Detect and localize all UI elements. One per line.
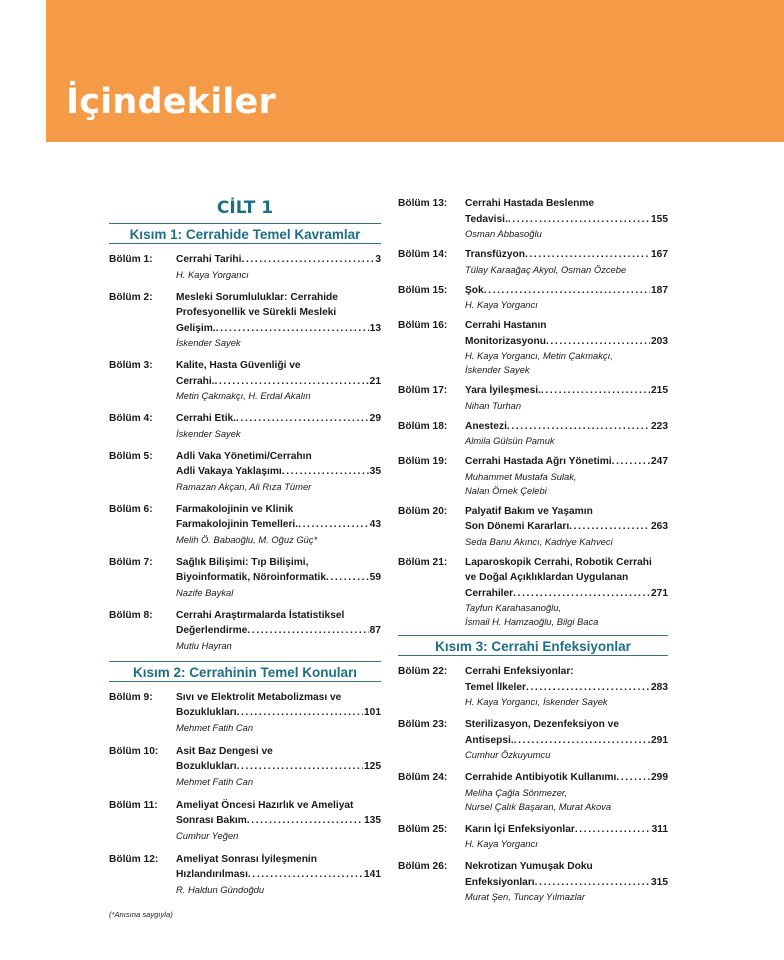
- chapter-authors: Mehmet Fatih Can: [176, 775, 254, 787]
- chapter-title-text: Yara İyileşmesi.: [465, 385, 541, 396]
- page-number: 247: [651, 456, 668, 467]
- page-number: 135: [364, 815, 381, 826]
- chapter-title-text: Karın İçi Enfeksiyonlar: [465, 823, 575, 835]
- page-number: 125: [364, 761, 381, 772]
- chapter-title-text: Hızlandırılması: [176, 869, 248, 880]
- chapter-label: Bölüm 20:: [398, 505, 448, 517]
- chapter-title-line: Sterilizasyon, Dezenfeksiyon ve: [465, 719, 620, 730]
- toc-entry: [398, 822, 668, 852]
- chapter-title-text: Gelişim.: [176, 322, 216, 334]
- chapter-authors: Nihan Turhan: [465, 399, 522, 411]
- toc-entry: [109, 744, 381, 789]
- chapter-label: Bölüm 2:: [109, 291, 153, 303]
- chapter-title-last-line: [465, 822, 668, 838]
- chapter-title-text: Bozuklukları: [176, 707, 237, 718]
- dot-leader: [237, 759, 363, 775]
- page-number: 291: [651, 734, 668, 746]
- chapter-title-text: Anestezi: [465, 420, 507, 432]
- dot-leader: [247, 813, 363, 829]
- chapter-authors: H. Kaya Yorgancı: [465, 838, 538, 849]
- toc-entry: [398, 454, 668, 498]
- chapter-title-line: Laparoskopik Cerrahi, Robotik Cerrahi: [465, 556, 652, 568]
- chapter-title-text: Cerrahi Tarihi: [176, 254, 242, 265]
- chapter-title-line: ve Doğal Açıklıklardan Uygulanan: [465, 572, 629, 583]
- toc-entry: [109, 290, 381, 351]
- page-number: 203: [651, 335, 668, 347]
- toc-entry: [398, 859, 668, 904]
- chapter-authors: İsmail H. Hamzaoğlu, Bilgi Baca: [465, 616, 599, 627]
- chapter-label: Bölüm 6:: [109, 503, 153, 515]
- page-number: 155: [651, 213, 668, 225]
- toc-entry: [398, 247, 668, 277]
- chapter-body: [465, 664, 668, 709]
- toc-entry: [109, 449, 381, 494]
- chapter-title-text: Cerrahi Etik.: [176, 413, 237, 424]
- dot-leader: [507, 419, 650, 435]
- chapter-title-line: Asit Baz Dengesi ve: [176, 745, 273, 757]
- chapter-title-line: Profesyonellik ve Sürekli Mesleki: [176, 307, 337, 318]
- chapter-title-last-line: [176, 321, 381, 337]
- chapter-body: [465, 822, 668, 852]
- chapter-title-text: Biyoinformatik, Nöroinformatik: [176, 572, 326, 583]
- chapter-title-last-line: [465, 283, 668, 299]
- chapter-title-line: Ameliyat Öncesi Hazırlık ve Ameliyat: [176, 799, 354, 811]
- chapter-body: [176, 608, 381, 653]
- chapter-label: Bölüm 10:: [109, 745, 159, 757]
- chapter-body: [176, 690, 381, 735]
- dot-leader: [526, 680, 650, 696]
- chapter-authors: Almila Gülsün Pamuk: [465, 435, 555, 446]
- page-number: 13: [369, 322, 381, 334]
- page-number: 271: [651, 587, 668, 599]
- chapter-body: [176, 852, 381, 897]
- chapter-label: Bölüm 22:: [398, 666, 448, 677]
- chapter-title-text: Değerlendirme: [176, 625, 248, 636]
- chapter-title-last-line: [176, 813, 381, 829]
- chapter-label: Bölüm 8:: [109, 609, 153, 621]
- chapter-title-text: Son Dönemi Kararları: [465, 521, 570, 532]
- chapter-body: [465, 318, 668, 377]
- chapter-title-text: Adli Vakaya Yaklaşımı: [176, 466, 282, 477]
- chapter-authors: Cumhur Özkuyumcu: [465, 749, 551, 760]
- chapter-label: Bölüm 21:: [398, 556, 448, 568]
- toc-entry: [109, 690, 381, 735]
- page-number: 59: [369, 572, 381, 583]
- dot-leader: [541, 383, 650, 399]
- page-number: 29: [369, 413, 381, 424]
- toc-entry: [109, 358, 381, 403]
- chapter-authors: Osman Abbasoğlu: [465, 228, 542, 239]
- chapter-authors: Cumhur Yeğen: [176, 829, 239, 841]
- dot-leader: [546, 334, 650, 350]
- dot-leader: [514, 733, 650, 749]
- chapter-title-last-line: [176, 464, 381, 480]
- chapter-title-text: Cerrahi Hastada Ağrı Yönetimi: [465, 456, 612, 467]
- chapter-label: Bölüm 5:: [109, 450, 153, 462]
- chapter-authors: Ramazan Akçan, Ali Rıza Tümer: [176, 480, 312, 492]
- chapter-authors: İskender Sayek: [176, 427, 241, 439]
- chapter-title-line: Cerrahi Araştırmalarda İstatistiksel: [176, 609, 345, 621]
- chapter-label: Bölüm 7:: [109, 556, 153, 568]
- chapter-label: Bölüm 24:: [398, 772, 448, 783]
- toc-entry: [398, 318, 668, 377]
- part-title: Kısım 2: Cerrahinin Temel Konuları: [109, 661, 381, 682]
- page-number: 223: [651, 420, 668, 432]
- chapter-title-text: Farmakolojinin Temelleri.: [176, 519, 299, 530]
- chapter-authors: Melih Ö. Babaoğlu, M. Oğuz Güç*: [176, 533, 318, 545]
- chapter-body: [465, 859, 668, 904]
- chapter-title-last-line: [465, 733, 668, 749]
- page-number: 3: [375, 254, 381, 265]
- dot-leader: [535, 875, 650, 891]
- chapter-label: Bölüm 16:: [398, 320, 448, 331]
- chapter-title-last-line: [176, 705, 381, 721]
- chapter-authors: Metin Çakmakçı, H. Erdal Akalın: [176, 390, 311, 401]
- dot-leader: [616, 770, 650, 786]
- chapter-body: [465, 717, 668, 762]
- chapter-title-last-line: [176, 374, 381, 390]
- chapter-label: Bölüm 14:: [398, 249, 448, 260]
- chapter-authors: Mehmet Fatih Can: [176, 721, 254, 733]
- chapter-body: [465, 555, 668, 630]
- dot-leader: [575, 822, 651, 838]
- chapter-authors: H. Kaya Yorgancı, İskender Sayek: [465, 696, 608, 707]
- toc-entry: [398, 383, 668, 413]
- chapter-title-last-line: [465, 212, 668, 228]
- dot-leader: [241, 252, 374, 268]
- chapter-title-text: Enfeksiyonları: [465, 876, 535, 888]
- chapter-authors: Tayfun Karahasanoğlu,: [465, 602, 562, 613]
- page-number: 263: [651, 521, 668, 532]
- chapter-title-last-line: [465, 334, 668, 350]
- dot-leader: [248, 867, 363, 883]
- toc-entry: [109, 798, 381, 843]
- chapter-label: Bölüm 25:: [398, 823, 448, 835]
- dot-leader: [484, 283, 650, 299]
- chapter-authors: Meliha Çağla Sönmezer,: [465, 786, 568, 798]
- chapter-title-last-line: [465, 519, 668, 535]
- toc-entry: [398, 283, 668, 313]
- chapter-title-last-line: [465, 383, 668, 399]
- dot-leader: [236, 411, 369, 427]
- dot-leader: [215, 374, 369, 390]
- chapter-label: Bölüm 9:: [109, 691, 153, 703]
- chapter-title-last-line: [465, 454, 668, 470]
- chapter-title-line: Nekrotizan Yumuşak Doku: [465, 861, 593, 872]
- chapter-authors: H. Kaya Yorgancı, Metin Çakmakçı,: [465, 350, 613, 361]
- toc-entry: [398, 717, 668, 762]
- toc-entry: [109, 555, 381, 600]
- page-number: 35: [369, 466, 381, 477]
- chapter-title-text: Transfüzyon: [465, 249, 526, 260]
- chapter-title-text: Cerrahiler: [465, 587, 514, 599]
- chapter-title-last-line: [465, 770, 668, 786]
- toc-entry: [109, 411, 381, 441]
- chapter-body: [465, 770, 668, 814]
- chapter-label: Bölüm 12:: [109, 853, 159, 865]
- chapter-title-last-line: [465, 875, 668, 891]
- chapter-title-text: Cerrahide Antibiyotik Kullanımı: [465, 772, 617, 783]
- part-title: Kısım 1: Cerrahide Temel Kavramlar: [109, 223, 381, 244]
- chapter-title-line: Mesleki Sorumluluklar: Cerrahide: [176, 291, 338, 303]
- chapter-body: [176, 411, 381, 441]
- dot-leader: [569, 519, 650, 535]
- chapter-title-line: Adli Vaka Yönetimi/Cerrahın: [176, 450, 312, 462]
- chapter-body: [465, 247, 668, 277]
- chapter-title-line: Sıvı ve Elektrolit Metabolizması ve: [176, 691, 342, 703]
- chapter-body: [465, 504, 668, 549]
- chapter-body: [176, 358, 381, 403]
- page-title: İçindekiler: [66, 82, 276, 122]
- toc-column-right: [398, 196, 668, 912]
- chapter-authors: Murat Şen, Tuncay Yılmazlar: [465, 891, 586, 902]
- dot-leader: [298, 517, 369, 533]
- chapter-authors: Nazife Baykal: [176, 586, 234, 598]
- chapter-label: Bölüm 1:: [109, 254, 153, 265]
- dot-leader: [525, 247, 650, 263]
- part-1-chapters: [109, 252, 381, 653]
- chapter-label: Bölüm 18:: [398, 420, 448, 432]
- page-number: 101: [364, 707, 381, 718]
- chapter-title-last-line: [176, 570, 381, 586]
- page-number: 215: [651, 385, 668, 396]
- page-number: 43: [369, 519, 381, 530]
- chapter-title-last-line: [465, 419, 668, 435]
- chapter-label: Bölüm 26:: [398, 861, 448, 872]
- chapter-label: Bölüm 15:: [398, 284, 448, 296]
- dot-leader: [513, 586, 650, 602]
- toc-entry: [109, 852, 381, 897]
- chapter-title-text: Cerrahi.: [176, 375, 215, 387]
- chapter-title-line: Palyatif Bakım ve Yaşamın: [465, 505, 593, 517]
- dot-leader: [216, 321, 369, 337]
- chapter-title-last-line: [176, 623, 381, 639]
- chapter-authors: H. Kaya Yorgancı: [176, 268, 249, 280]
- dot-leader: [247, 623, 368, 639]
- chapter-body: [465, 196, 668, 241]
- chapter-title-last-line: [465, 247, 668, 263]
- chapter-title-line: Farmakolojinin ve Klinik: [176, 503, 294, 515]
- chapter-title-line: Kalite, Hasta Güvenliği ve: [176, 360, 301, 371]
- toc-entry: [398, 419, 668, 449]
- toc-entry: [398, 555, 668, 630]
- chapter-title-last-line: [465, 680, 668, 696]
- chapter-title-last-line: [176, 411, 381, 427]
- toc-entry: [398, 504, 668, 549]
- chapter-label: Bölüm 13:: [398, 198, 448, 209]
- chapter-authors: İskender Sayek: [465, 364, 530, 375]
- chapter-label: Bölüm 3:: [109, 360, 153, 371]
- chapter-authors: Tülay Karaağaç Akyol, Osman Özcebe: [465, 263, 627, 275]
- chapter-title-line: Cerrahi Hastada Beslenme: [465, 198, 595, 209]
- toc-entry: [109, 252, 381, 282]
- chapter-title-last-line: [176, 252, 381, 268]
- toc-entry: [398, 196, 668, 241]
- chapter-body: [465, 419, 668, 449]
- chapter-body: [176, 555, 381, 600]
- part-title: Kısım 3: Cerrahi Enfeksiyonlar: [398, 635, 668, 656]
- chapter-authors: Nalan Örnek Çelebi: [465, 484, 547, 496]
- chapter-title-line: Cerrahi Enfeksiyonlar:: [465, 666, 574, 677]
- chapter-title-line: Cerrahi Hastanın: [465, 320, 547, 331]
- volume-title: CİLT 1: [216, 198, 274, 218]
- chapter-title-text: Antisepsi.: [465, 734, 514, 746]
- chapter-authors: R. Haldun Gündoğdu: [176, 883, 265, 895]
- chapter-title-text: Bozuklukları: [176, 761, 237, 772]
- toc-entry: [398, 664, 668, 709]
- page-number: 21: [369, 375, 381, 387]
- chapter-title-last-line: [176, 517, 381, 533]
- dot-leader: [508, 212, 650, 228]
- toc-entry: [109, 502, 381, 547]
- chapter-authors: Nursel Çalık Başaran, Murat Akova: [465, 800, 612, 812]
- part-2-chapters-cont: [398, 196, 668, 629]
- part-2-chapters: [109, 690, 381, 897]
- chapter-title-line: Ameliyat Sonrası İyileşmenin: [176, 853, 317, 865]
- chapter-label: Bölüm 4:: [109, 413, 153, 424]
- chapter-label: Bölüm 11:: [109, 799, 158, 811]
- chapter-authors: Mutlu Hayran: [176, 639, 232, 651]
- chapter-title-text: Şok: [465, 284, 484, 296]
- chapter-title-text: Sonrası Bakım: [176, 815, 247, 826]
- chapter-label: Bölüm 23:: [398, 719, 448, 730]
- part-3-chapters: [398, 664, 668, 904]
- chapter-authors: Seda Banu Akıncı, Kadriye Kahveci: [465, 535, 613, 547]
- toc-column-left: [109, 196, 381, 906]
- page-number: 87: [369, 625, 381, 636]
- chapter-label: Bölüm 17:: [398, 385, 448, 396]
- dot-leader: [282, 464, 369, 480]
- page-number: 187: [651, 284, 668, 296]
- chapter-body: [176, 744, 381, 789]
- chapter-body: [176, 290, 381, 351]
- page-number: 311: [651, 823, 668, 835]
- chapter-body: [465, 283, 668, 313]
- chapter-title-line: Sağlık Bilişimi: Tıp Bilişimi,: [176, 556, 309, 568]
- chapter-authors: H. Kaya Yorgancı: [465, 299, 538, 310]
- page-number: 315: [651, 876, 668, 888]
- footnote: (*Anısına saygıyla): [109, 910, 173, 919]
- chapter-body: [465, 454, 668, 498]
- page-number: 167: [651, 249, 668, 260]
- chapter-body: [176, 798, 381, 843]
- dot-leader: [612, 454, 650, 470]
- chapter-title-last-line: [465, 586, 668, 602]
- chapter-label: Bölüm 19:: [398, 456, 448, 467]
- page-number: 283: [651, 681, 668, 693]
- chapter-title-text: Monitorizasyonu: [465, 335, 546, 347]
- page-number: 299: [651, 772, 668, 783]
- chapter-title-last-line: [176, 759, 381, 775]
- chapter-authors: Muhammet Mustafa Sulak,: [465, 470, 577, 482]
- chapter-authors: İskender Sayek: [176, 337, 241, 348]
- chapter-title-text: Tedavisi.: [465, 213, 508, 225]
- chapter-body: [176, 502, 381, 547]
- toc-entry: [109, 608, 381, 653]
- page-number: 141: [364, 869, 381, 880]
- chapter-body: [176, 252, 381, 282]
- toc-entry: [398, 770, 668, 814]
- dot-leader: [326, 570, 369, 586]
- chapter-body: [465, 383, 668, 413]
- chapter-title-text: Temel İlkeler: [465, 681, 526, 693]
- chapter-body: [176, 449, 381, 494]
- chapter-title-last-line: [176, 867, 381, 883]
- dot-leader: [237, 705, 363, 721]
